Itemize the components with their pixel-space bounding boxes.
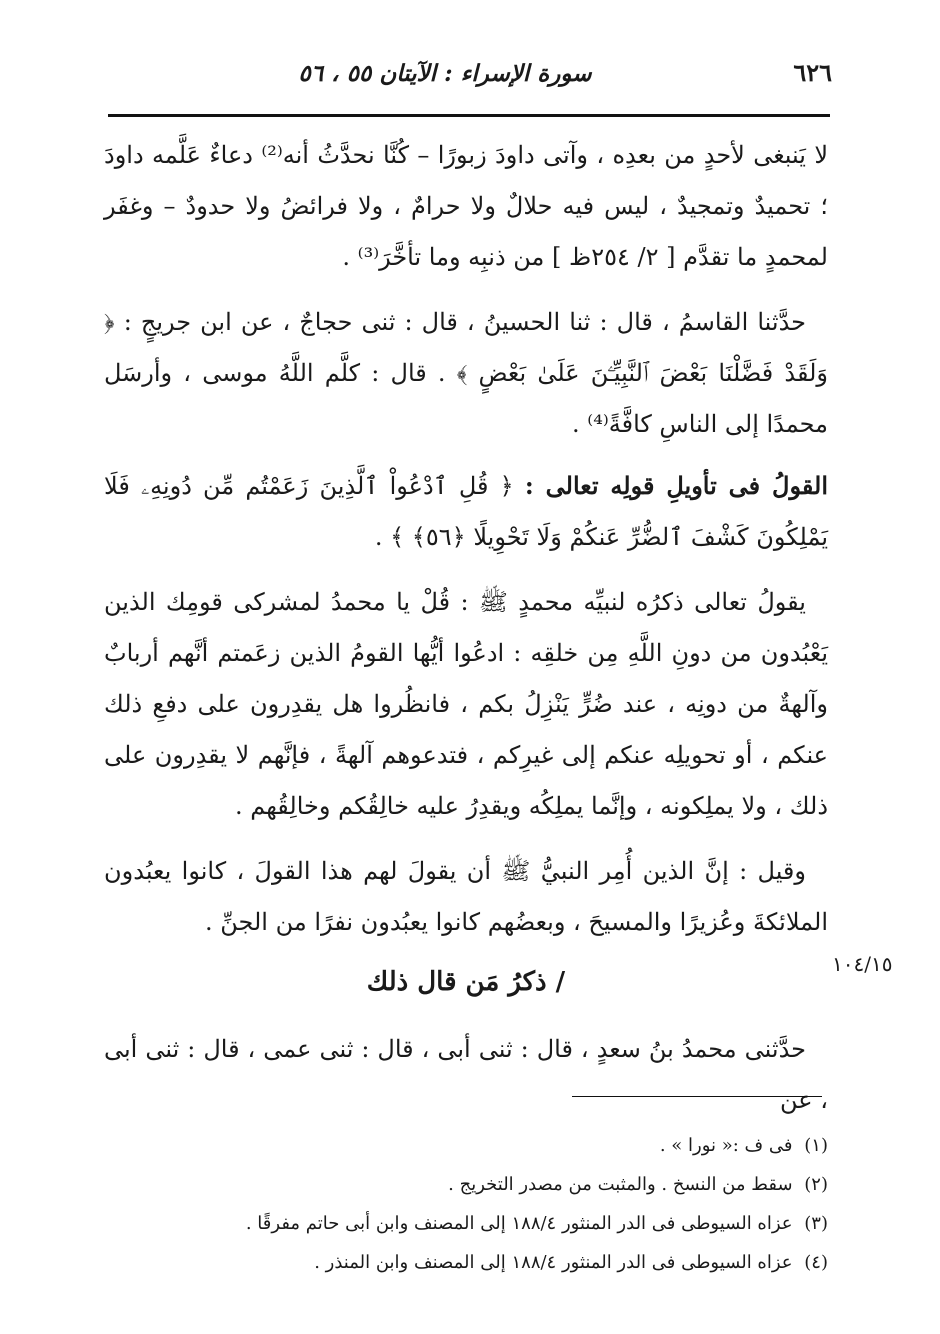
last-paragraph: حدَّثنى محمدُ بنُ سعدٍ ، قال : ثنى أبى ، قال : ثنى عمى ، قال : ثنى أبى ، عن: [104, 1035, 828, 1114]
page-number: ٦٢٦: [793, 58, 832, 87]
footnote-number: (٣): [804, 1213, 828, 1234]
tafsir-paragraph-2: وقيل : إنَّ الذين أُمِر النبيُّ ﷺ أن يقولَ لهم هذا القولَ ، كانوا يعبُدون الملائكةَ وعُزيرًا والمسيحَ ، وبعضُهم كانوا يعبُدون نفرًا من الجنِّ .: [104, 857, 828, 936]
footnote-text: فى ف :« نورا » .: [659, 1135, 793, 1156]
main-text: [104, 130, 828, 1126]
footnote-number: (٤): [804, 1252, 828, 1273]
footnote-rule: [572, 1096, 822, 1097]
footnote-number: (١): [804, 1135, 828, 1156]
section-title: / ذكرُ مَن قال ذلك: [366, 967, 566, 997]
footnote: [104, 1165, 828, 1204]
page-header: [108, 52, 832, 96]
verse-heading-label: القولُ فى تأويلِ قولِه تعالى :: [524, 471, 828, 500]
footnote: [104, 1126, 828, 1165]
paragraph-2: حدَّثنا القاسمُ ، قال : ثنا الحسينُ ، قال : ثنى حجاجٌ ، عن ابن جريجٍ : ﴿ وَلَقَدْ فَضَّلْنَا بَعْضَ ٱلنَّبِيِّـۧنَ عَلَىٰ بَعْضٍ ﴾ . قال : كلَّم اللَّهُ موسى ، وأرسَل محمدًا إلى الناسِ كافَّةً⁽⁴⁾ .: [104, 308, 828, 438]
footnote-number: (٢): [804, 1174, 828, 1195]
tafsir-paragraph-1: يقولُ تعالى ذكرُه لنبيِّه محمدٍ ﷺ : قُلْ يا محمدُ لمشركى قومِك الذين يَعْبُدون من دونِ اللَّهِ مِن خلقِه : ادعُوا أيُّها القومُ الذين زعَمتم أنَّهم أربابٌ وآلهةٌ من دونِه ، عند ضُرٍّ يَنْزِلُ بكم ، فانظُروا هل يقدِرون على دفعِ ذلك عنكم ، أو تحويلِه عنكم إلى غيرِكم ، فتدعوهم آلهةً ، فإنَّهم لا يقدِرون على ذلك ، ولا يملِكونه ، وإنَّما يملِكُه ويقدِرُ عليه خالِقُكم وخالِقُهم .: [104, 588, 828, 820]
footnote-text: عزاه السيوطى فى الدر المنثور ١٨٨/٤ إلى المصنف وابن أبى حاتم مفرقًا .: [245, 1213, 793, 1234]
paragraph-1: لا يَنبغى لأحدٍ من بعدِه ، وآتى داودَ زبورًا – كُنَّا نحدَّثُ أنه⁽²⁾ دعاءٌ عَلَّمه داودَ ؛ تحميدٌ وتمجيدٌ ، ليس فيه حلالٌ ولا حرامٌ ، ولا فرائضُ ولا حدودٌ – وغفَر لمحمدٍ ما تقدَّم [ ٢/ ٢٥٤ظ ] من ذنبِه وما تأخَّرَ⁽³⁾ .: [104, 141, 829, 271]
footnote: [104, 1243, 828, 1282]
footnote: [104, 1204, 828, 1243]
footnote-text: سقط من النسخ . والمثبت من مصدر التخريج .: [448, 1174, 793, 1195]
running-title: سورة الإسراء : الآيتان ٥٥ ، ٥٦: [298, 60, 592, 87]
footnotes: [104, 1126, 828, 1282]
quran-verse: ﴿ قُلِ ٱدْعُواْ ٱلَّذِينَ زَعَمْتُم مِّن دُونِهِۦ فَلَا يَمْلِكُونَ كَشْفَ ٱلضُّرِّ عَنكُمْ وَلَا تَحْوِيلًا ﴿٥٦﴾ ﴾ .: [104, 472, 828, 551]
header-rule: [108, 114, 830, 117]
margin-reference: ١٠٤/١٥: [832, 952, 893, 976]
footnote-text: عزاه السيوطى فى الدر المنثور ١٨٨/٤ إلى المصنف وابن المنذر .: [314, 1252, 793, 1273]
verse-heading: [104, 460, 828, 563]
